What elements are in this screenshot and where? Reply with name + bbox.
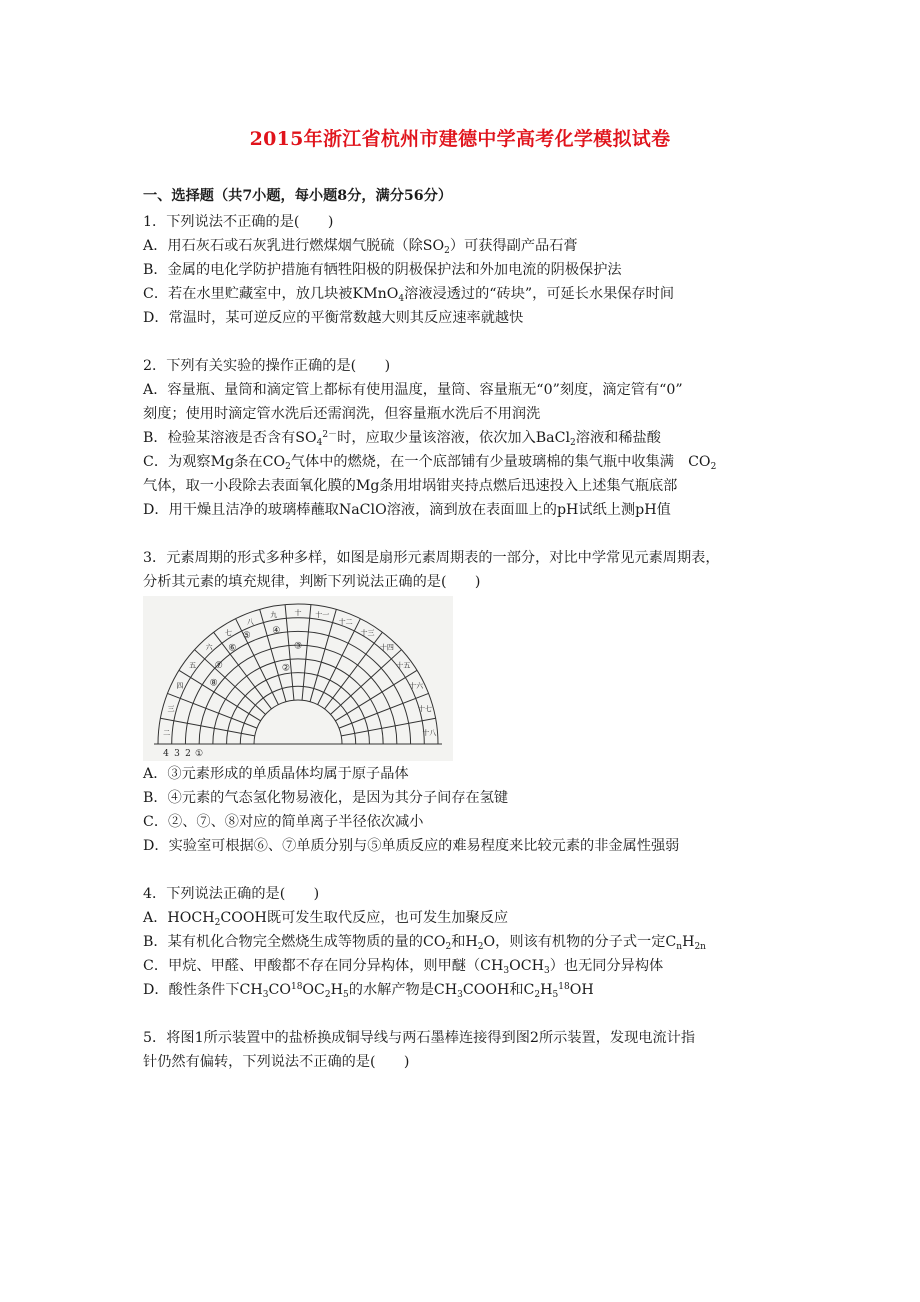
- fan-group-label: 八: [246, 617, 254, 626]
- q1-stem: 1．下列说法不正确的是( ): [143, 214, 334, 230]
- fan-element-marker: ③: [293, 641, 303, 652]
- fan-group-label: 二: [163, 728, 171, 737]
- q4-option-c: C．甲烷、甲醛、甲酸都不存在同分异构体，则甲醚$(CH_3OCH_3)$也无同分异构体: [143, 958, 664, 976]
- fan-element-marker: ⑧: [209, 678, 218, 689]
- q2-stem: 2．下列有关实验的操作正确的是( ): [143, 358, 391, 374]
- fan-group-label: 十一: [315, 611, 330, 620]
- q2-option-c: C．为观察Mg条在$CO_2$气体中的燃烧，在一个底部铺有少量玻璃棉的集气瓶中收集满 $CO_2$: [143, 454, 717, 472]
- fan-group-label: 十: [294, 609, 302, 617]
- fan-group-label: 十八: [422, 728, 437, 737]
- q4-option-a: A．$HOCH_2COOH$既可发生取代反应，也可发生加聚反应: [143, 910, 509, 928]
- fan-element-marker: ⑦: [214, 660, 223, 671]
- q2-option-b: B．检验某溶液是否含有$SO_4^{2-}$时，应取少量该溶液，依次加入BaCl$_2$溶液和稀盐酸: [143, 430, 661, 448]
- fan-element-marker: ⑥: [228, 643, 237, 654]
- fan-group-label: 九: [270, 611, 278, 620]
- fan-group-label: 十三: [360, 628, 375, 637]
- fan-period-label: 3: [174, 749, 180, 759]
- q3-stem: 3．元素周期的形式多种多样，如图是扇形元素周期表的一部分，对比中学常见元素周期表，: [143, 550, 720, 566]
- fan-group-label: 十四: [379, 643, 394, 652]
- q1-option-b: B．金属的电化学防护措施有牺牲阳极的阴极保护法和外加电流的阴极保护法: [143, 262, 622, 278]
- fan-period-label: 2: [185, 749, 191, 759]
- page-title: 2015年浙江省杭州市建德中学高考化学模拟试卷: [249, 128, 671, 150]
- q2-option-d: D．用干燥且洁净的玻璃棒蘸取NaClO溶液，滴到放在表面皿上的pH试纸上测pH值: [143, 502, 671, 518]
- fan-group-label: 四: [176, 682, 184, 691]
- fan-group-label: 十六: [409, 682, 424, 691]
- q3-option-d: D．实验室可根据⑥、⑦单质分别与⑤单质反应的难易程度来比较元素的非金属性强弱: [143, 838, 680, 854]
- fan-group-label: 十五: [396, 661, 411, 670]
- q1-option-a: A．用石灰石或石灰乳进行燃煤烟气脱硫（除$SO_2$）可获得副产品石膏: [143, 238, 578, 256]
- q3-option-c: C．②、⑦、⑧对应的简单离子半径依次减小: [143, 814, 424, 830]
- q2-option-c-cont: 气体，取一小段除去表面氧化膜的Mg条用坩埚钳夹持点燃后迅速投入上述集气瓶底部: [143, 478, 678, 494]
- fan-period-label: ①: [194, 749, 204, 759]
- fan-group-label: 十七: [417, 704, 432, 713]
- q1-option-d: D．常温时，某可逆反应的平衡常数越大则其反应速率就越快: [143, 310, 524, 326]
- fan-element-marker: ④: [272, 626, 281, 637]
- q3-option-b: B．④元素的气态氢化物易液化，是因为其分子间存在氢键: [143, 790, 509, 806]
- q1-option-c: C．若在水里贮藏室中，放几块被KMnO$_4$溶液浸透过的“砖块”，可延长水果保存时间: [143, 286, 675, 304]
- fan-group-label: 三: [167, 704, 175, 713]
- q3-stem-cont: 分析其元素的填充规律，判断下列说法正确的是( ): [143, 574, 481, 590]
- q2-option-a-cont: 刻度；使用时滴定管水洗后还需润洗，但容量瓶水洗后不用润洗: [143, 406, 541, 422]
- q4-option-d: D．酸性条件下$CH_3CO^{18}OC_2H_5$的水解产物是$CH_3COOH$和$C_2H_5^{18}OH$: [143, 982, 594, 1000]
- q3-option-a: A．③元素形成的单质晶体均属于原子晶体: [143, 766, 409, 782]
- section-heading: 一、选择题（共7小题，每小题8分，满分56分）: [143, 188, 453, 204]
- fan-element-marker: ②: [281, 663, 290, 674]
- fan-group-label: 七: [225, 628, 233, 637]
- q5-stem: 5．将图1所示装置中的盐桥换成铜导线与两石墨棒连接得到图2所示装置，发现电流计指: [143, 1030, 696, 1046]
- q5-stem-cont: 针仍然有偏转，下列说法不正确的是( ): [143, 1054, 410, 1070]
- fan-periodic-table-figure: [143, 596, 453, 761]
- fan-period-label: 4: [163, 749, 169, 759]
- fan-element-marker: ⑤: [242, 630, 251, 641]
- fan-group-label: 五: [189, 661, 197, 670]
- q4-option-b: B．某有机化合物完全燃烧生成等物质的量的$CO_2$和$H_2O$，则该有机物的分子式一定$C_nH_{2n}$: [143, 934, 706, 952]
- q4-stem: 4．下列说法正确的是( ): [143, 886, 320, 902]
- fan-group-label: 十二: [338, 617, 353, 626]
- fan-group-label: 六: [205, 643, 213, 652]
- q2-option-a: A．容量瓶、量筒和滴定管上都标有使用温度，量筒、容量瓶无“0”刻度，滴定管有“0”: [143, 382, 683, 398]
